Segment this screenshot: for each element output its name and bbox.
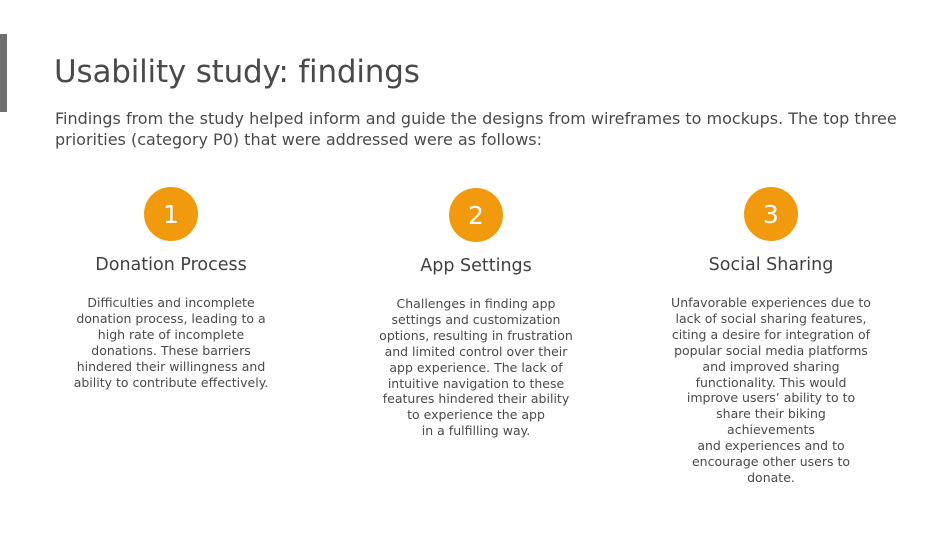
- finding-heading: Donation Process: [95, 255, 247, 275]
- finding-description: Difficulties and incomplete donation process, leading to a high rate of incomplete donations. These barriers hindered their willingness and ability to contribute effectively.: [73, 295, 269, 390]
- finding-heading: App Settings: [420, 256, 532, 276]
- finding-heading: Social Sharing: [708, 255, 834, 275]
- intro-paragraph: Findings from the study helped inform and guide the designs from wireframes to mockups. The top three priorities (category P0) that were addressed were as follows:: [55, 109, 897, 149]
- number-badge: 1: [144, 187, 198, 241]
- number-badge: 2: [449, 188, 503, 242]
- slide-accent-bar: [0, 34, 7, 112]
- finding-social-sharing: [651, 187, 891, 486]
- number-badge: 3: [744, 187, 798, 241]
- finding-description: Unfavorable experiences due to lack of social sharing features, citing a desire for integration of popular social media platforms and improved sharing functionality. This would improve users’ ability to to share their biking achievements and experiences and to encourage other users to donate.: [671, 295, 871, 485]
- finding-donation-process: [51, 187, 291, 390]
- slide-title: Usability study: findings: [54, 54, 420, 90]
- finding-app-settings: [356, 187, 596, 439]
- finding-description: Challenges in finding app settings and customization options, resulting in frustration and limited control over their app experience. The lack of intuitive navigation to these features hindered their ability to experience the app in a fulfilling way.: [379, 296, 573, 439]
